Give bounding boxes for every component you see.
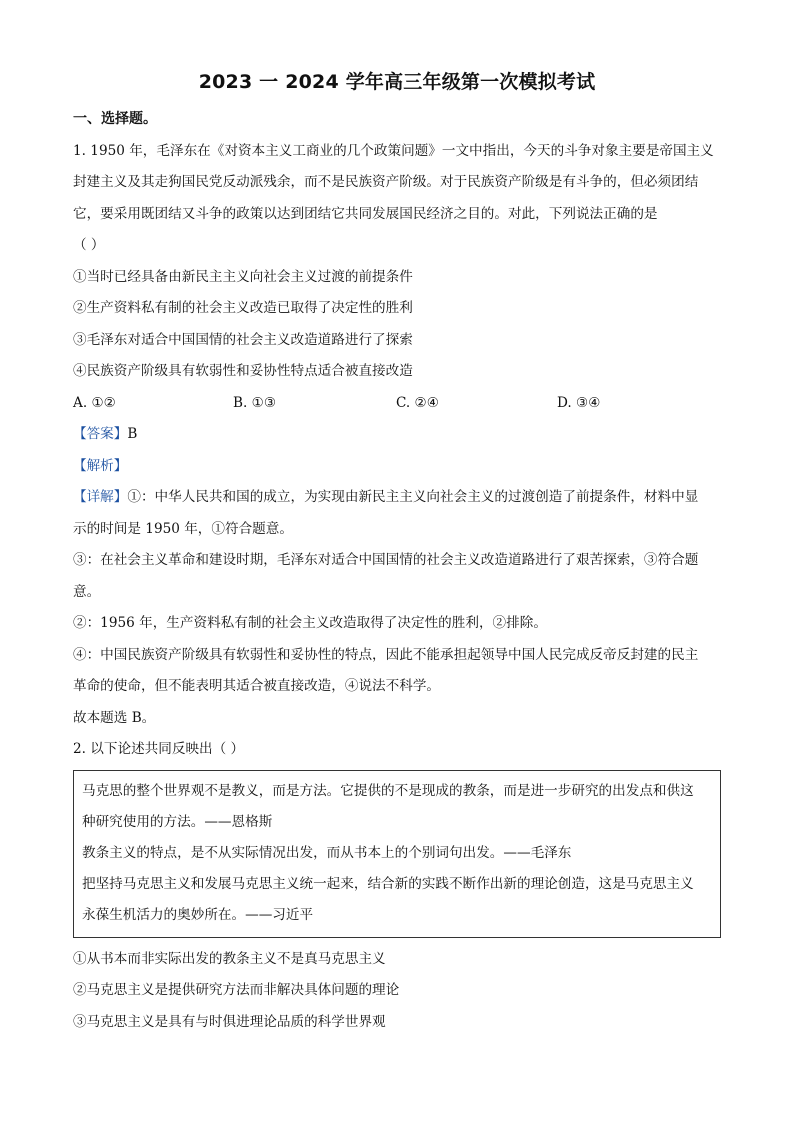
q2-quote-line: 马克思的整个世界观不是教义，而是方法。它提供的不是现成的教条，而是进一步研究的出发点和供这 (82, 782, 694, 799)
q2-quote-line: 教条主义的特点，是不从实际情况出发，而从书本上的个别词句出发。——毛泽东 (82, 844, 572, 861)
q1-option-b: B. ①③ (233, 394, 277, 411)
q1-statement-1: ①当时已经具备由新民主主义向社会主义过渡的前提条件 (73, 268, 413, 285)
q2-statement-3: ③马克思主义是具有与时俱进理论品质的科学世界观 (73, 1013, 386, 1030)
q1-statement-2: ②生产资料私有制的社会主义改造已取得了决定性的胜利 (73, 300, 413, 316)
q1-detail-line: ③：在社会主义革命和建设时期，毛泽东对适合中国国情的社会主义改造道路进行了艰苦探索，③符合题 (73, 552, 699, 568)
q2-quote-line: 种研究使用的方法。——恩格斯 (82, 813, 273, 830)
document-body (73, 104, 721, 1038)
q1-option-c: C. ②④ (396, 394, 439, 411)
answer-value: B (127, 426, 138, 442)
q1-detail-line (73, 482, 721, 514)
q1-option-d: D. ③④ (557, 394, 601, 411)
q1-stem-line: （ ） (73, 237, 105, 253)
q2-statement-1: ①从书本而非实际出发的教条主义不是真马克思主义 (73, 950, 386, 967)
q2-statement-2: ②马克思主义是提供研究方法而非解决具体问题的理论 (73, 982, 400, 998)
answer-tag: 【答案】 (73, 426, 128, 442)
q1-statement-4: ④民族资产阶级具有软弱性和妥协性特点适合被直接改造 (73, 363, 413, 379)
q1-detail-line: 革命的使命，但不能表明其适合被直接改造，④说法不科学。 (73, 678, 441, 694)
q1-stem-line: 1. 1950 年，毛泽东在《对资本主义工商业的几个政策问题》一文中指出，今天的斗争对象主要是帝国主义 (73, 142, 714, 159)
section-heading: 一、选择题。 (73, 111, 157, 127)
exam-title: 2023 一 2024 学年高三年级第一次模拟考试 (198, 71, 596, 93)
q1-option-a: A. ①② (73, 394, 116, 411)
q1-conclusion: 故本题选 B。 (73, 709, 156, 726)
analysis-tag: 【解析】 (73, 457, 128, 474)
q2-stem: 2. 以下论述共同反映出（ ） (73, 741, 245, 757)
q1-detail-line: ④：中国民族资产阶级具有软弱性和妥协性的特点，因此不能承担起领导中国人民完成反帝反封建的民主 (73, 646, 699, 663)
q1-detail-line: ②：1956 年，生产资料私有制的社会主义改造取得了决定性的胜利，②排除。 (73, 615, 547, 631)
q1-detail-line: 意。 (73, 583, 101, 600)
question-1 (73, 136, 721, 735)
detail-tag: 【详解】 (73, 489, 128, 505)
q1-statement-3: ③毛泽东对适合中国国情的社会主义改造道路进行了探索 (73, 331, 413, 348)
q2-quote-line: 永葆生机活力的奥妙所在。——习近平 (82, 906, 314, 923)
q2-quote-line: 把坚持马克思主义和发展马克思主义统一起来，结合新的实践不断作出新的理论创造，这是马克思主义 (82, 875, 694, 892)
q1-stem-line: 它，要采用既团结又斗争的政策以达到团结它共同发展国民经济之目的。对此，下列说法正确的是 (73, 205, 658, 222)
detail-text: ①：中华人民共和国的成立，为实现由新民主主义向社会主义的过渡创造了前提条件，材料中显 (127, 489, 699, 505)
q1-answer (73, 419, 721, 451)
q1-stem-line: 封建主义及其走狗国民党反动派残余，而不是民族资产阶级。对于民族资产阶级是有斗争的，但必须团结 (73, 174, 699, 190)
q1-analysis-heading (73, 451, 721, 483)
q2-quote-box (73, 770, 721, 938)
q1-options (73, 388, 721, 420)
q1-detail-line: 示的时间是 1950 年，①符合题意。 (73, 520, 293, 537)
question-2 (73, 734, 721, 1038)
